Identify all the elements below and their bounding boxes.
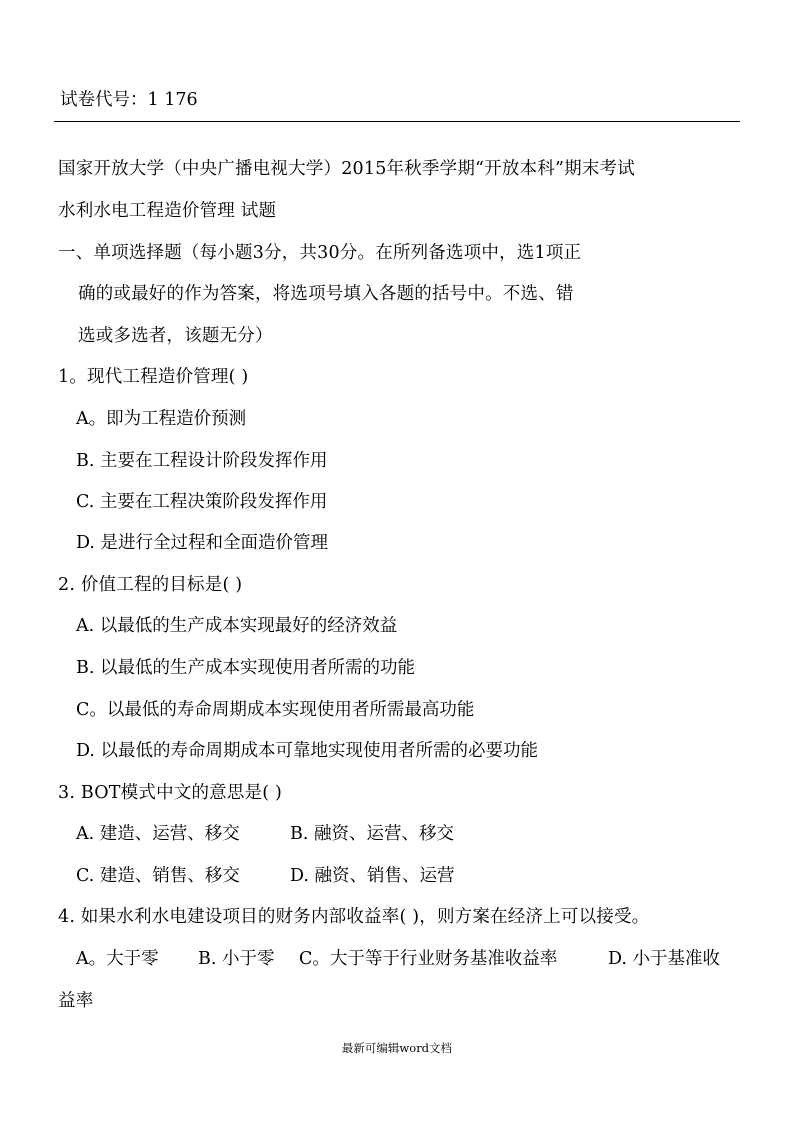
exam-subject: 水利水电工程造价管理 试题 (58, 201, 277, 221)
section-heading-line-1: 一、单项选择题（每小题3分，共30分。在所列备选项中，选1项正 (58, 243, 582, 263)
question-1-option-d: D. 是进行全过程和全面造价管理 (76, 533, 329, 553)
question-4-option-d: D. 小于基准收 (608, 949, 721, 969)
question-4-option-b: B. 小于零 (198, 949, 275, 969)
question-1-option-c: C. 主要在工程决策阶段发挥作用 (76, 492, 328, 512)
question-1-stem: 1。现代工程造价管理( ) (58, 367, 249, 387)
question-2-stem: 2. 价值工程的目标是( ) (58, 575, 243, 595)
exam-title: 国家开放大学（中央广播电视大学）2015年秋季学期“开放本科”期末考试 (58, 159, 635, 179)
page-footer: 最新可编辑word文档 (341, 1041, 453, 1055)
exam-code: 试卷代号：1 176 (60, 90, 198, 110)
question-4-option-c: C。大于等于行业财务基准收益率 (299, 949, 558, 969)
question-4-option-d-continuation: 益率 (58, 991, 94, 1011)
question-2-option-a: A. 以最低的生产成本实现最好的经济效益 (76, 616, 398, 636)
question-3-option-b: B. 融资、运营、移交 (290, 824, 454, 844)
section-heading-line-3: 选或多选者，该题无分） (78, 326, 273, 346)
question-1-option-a: A。即为工程造价预测 (76, 409, 247, 429)
question-4-option-a: A。大于零 (76, 949, 159, 969)
question-1-option-b: B. 主要在工程设计阶段发挥作用 (76, 451, 328, 471)
question-2-option-b: B. 以最低的生产成本实现使用者所需的功能 (76, 658, 415, 678)
question-4-stem: 4. 如果水利水电建设项目的财务内部收益率( )，则方案在经济上可以接受。 (58, 907, 650, 927)
question-3-option-c: C. 建造、销售、移交 (76, 866, 240, 886)
question-2-option-d: D. 以最低的寿命周期成本可靠地实现使用者所需的必要功能 (76, 741, 539, 761)
question-3-stem: 3. BOT模式中文的意思是( ) (58, 783, 283, 803)
question-3-option-d: D. 融资、销售、运营 (290, 866, 455, 886)
header-divider (54, 121, 740, 122)
section-heading-line-2: 确的或最好的作为答案，将选项号填入各题的括号中。不选、错 (78, 284, 574, 304)
question-3-option-a: A. 建造、运营、移交 (76, 824, 240, 844)
question-2-option-c: C。以最低的寿命周期成本实现使用者所需最高功能 (76, 700, 475, 720)
